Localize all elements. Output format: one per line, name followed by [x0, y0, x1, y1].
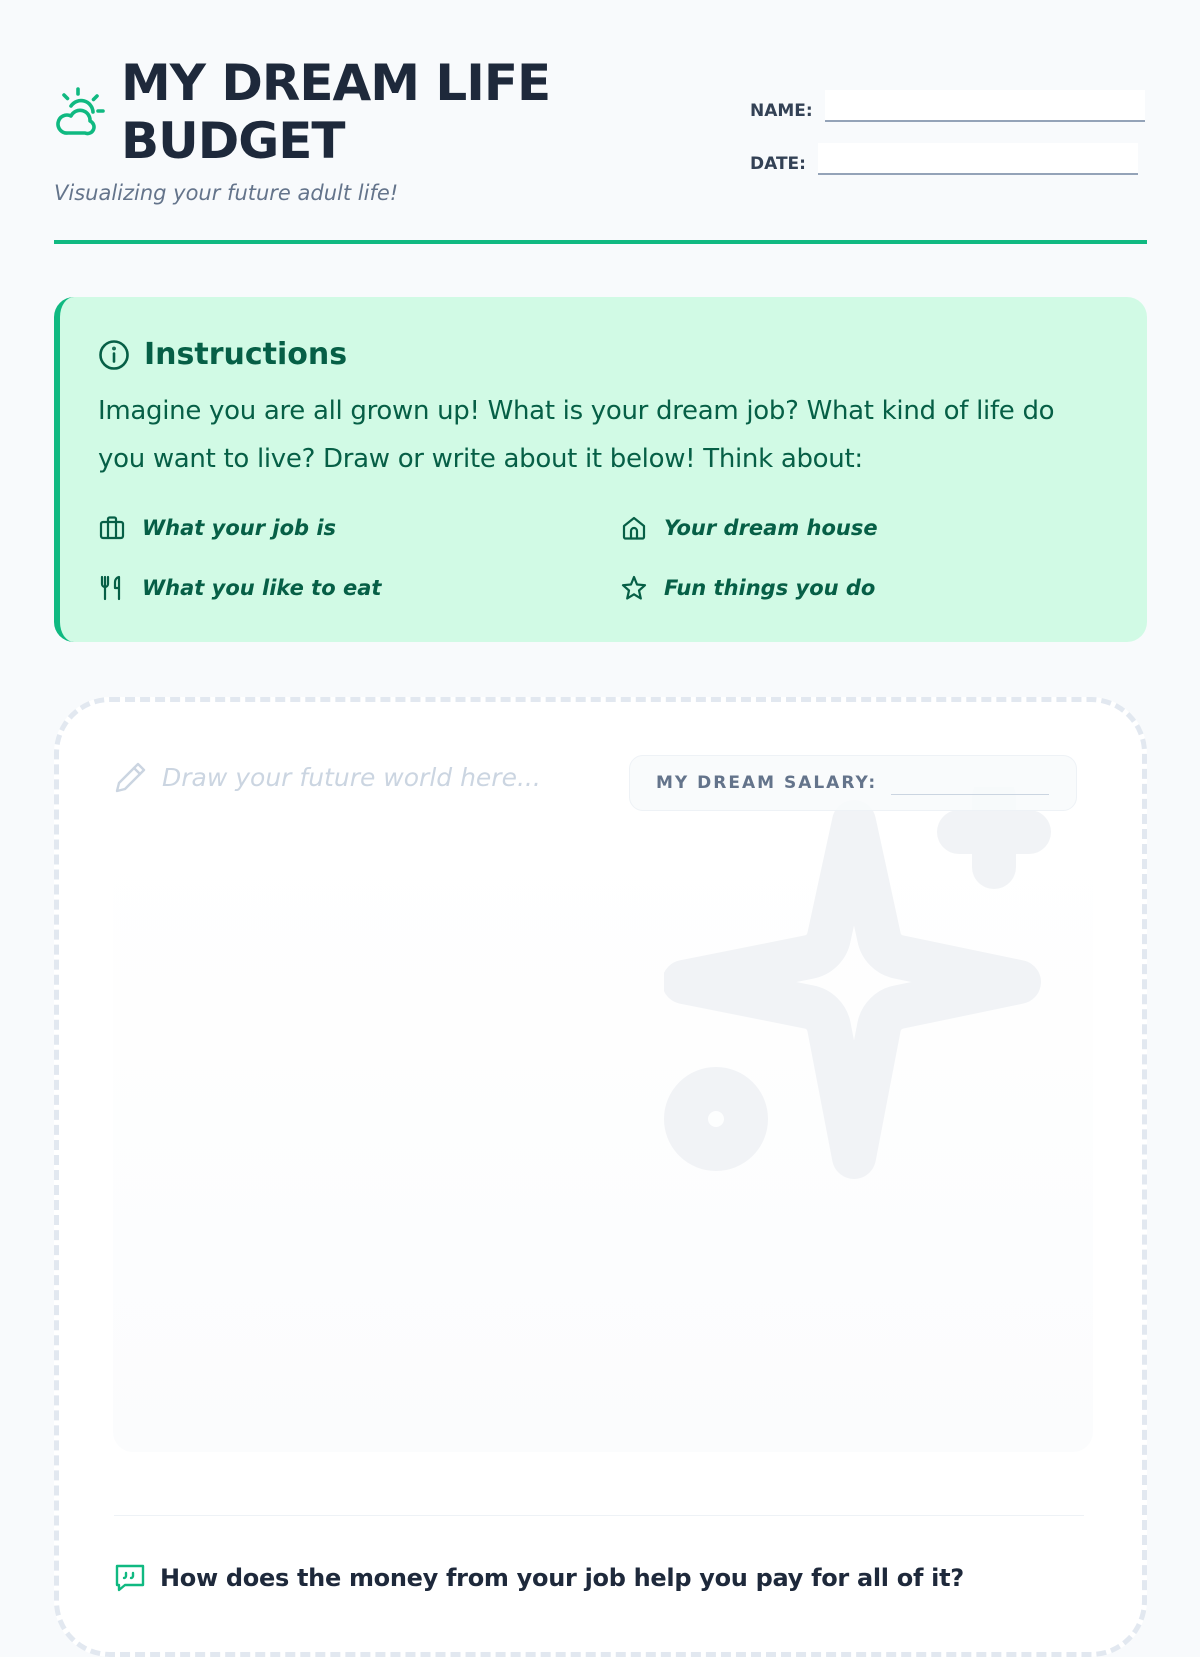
- pencil-icon: [114, 760, 148, 794]
- instruction-item-food: [98, 574, 381, 602]
- instruction-item-house: [620, 514, 878, 542]
- dream-salary-box: [629, 755, 1077, 811]
- briefcase-icon: [98, 514, 126, 542]
- instructions-header: [98, 337, 347, 372]
- instruction-item-label: Fun things you do: [664, 576, 876, 600]
- name-label: NAME:: [750, 101, 813, 121]
- star-icon: [620, 574, 648, 602]
- utensils-icon: [98, 574, 126, 602]
- instruction-item-fun: [620, 574, 875, 602]
- instructions-box: [54, 297, 1147, 642]
- quote-bubble-icon: [114, 1562, 146, 1594]
- instruction-item-label: What you like to eat: [142, 576, 382, 600]
- name-input[interactable]: [825, 90, 1145, 122]
- reflection-question-text: How does the money from your job help you pay for all of it?: [160, 1564, 964, 1592]
- date-field: [750, 143, 1138, 175]
- drawing-prompt: [114, 760, 541, 794]
- dream-salary-input[interactable]: [891, 794, 1049, 795]
- drawing-area[interactable]: [54, 697, 1147, 1657]
- instruction-item-label: Your dream house: [664, 516, 878, 540]
- header-divider: [54, 240, 1147, 244]
- drawing-divider: [114, 1515, 1084, 1516]
- page-subtitle: Visualizing your future adult life!: [54, 181, 399, 205]
- sun-cloud-icon: [54, 86, 106, 138]
- home-icon: [620, 514, 648, 542]
- dream-salary-label: MY DREAM SALARY:: [656, 773, 878, 793]
- name-field: [750, 90, 1145, 122]
- instructions-title: Instructions: [144, 337, 348, 372]
- drawing-prompt-text: Draw your future world here...: [162, 762, 541, 792]
- instruction-item-label: What your job is: [142, 516, 337, 540]
- instruction-item-job: [98, 514, 336, 542]
- page-title: MY DREAM LIFE BUDGET: [121, 54, 551, 170]
- info-icon: [98, 339, 130, 371]
- reflection-question: [114, 1562, 964, 1594]
- date-label: DATE:: [750, 154, 806, 174]
- sparkles-watermark-icon: [664, 787, 1064, 1187]
- worksheet-page: [54, 0, 1147, 1600]
- instructions-text: Imagine you are all grown up! What is your dream job? What kind of life do you want to live? Draw or write about it below! Think about:: [98, 396, 1055, 474]
- date-input[interactable]: [818, 143, 1138, 175]
- header: [54, 48, 1147, 244]
